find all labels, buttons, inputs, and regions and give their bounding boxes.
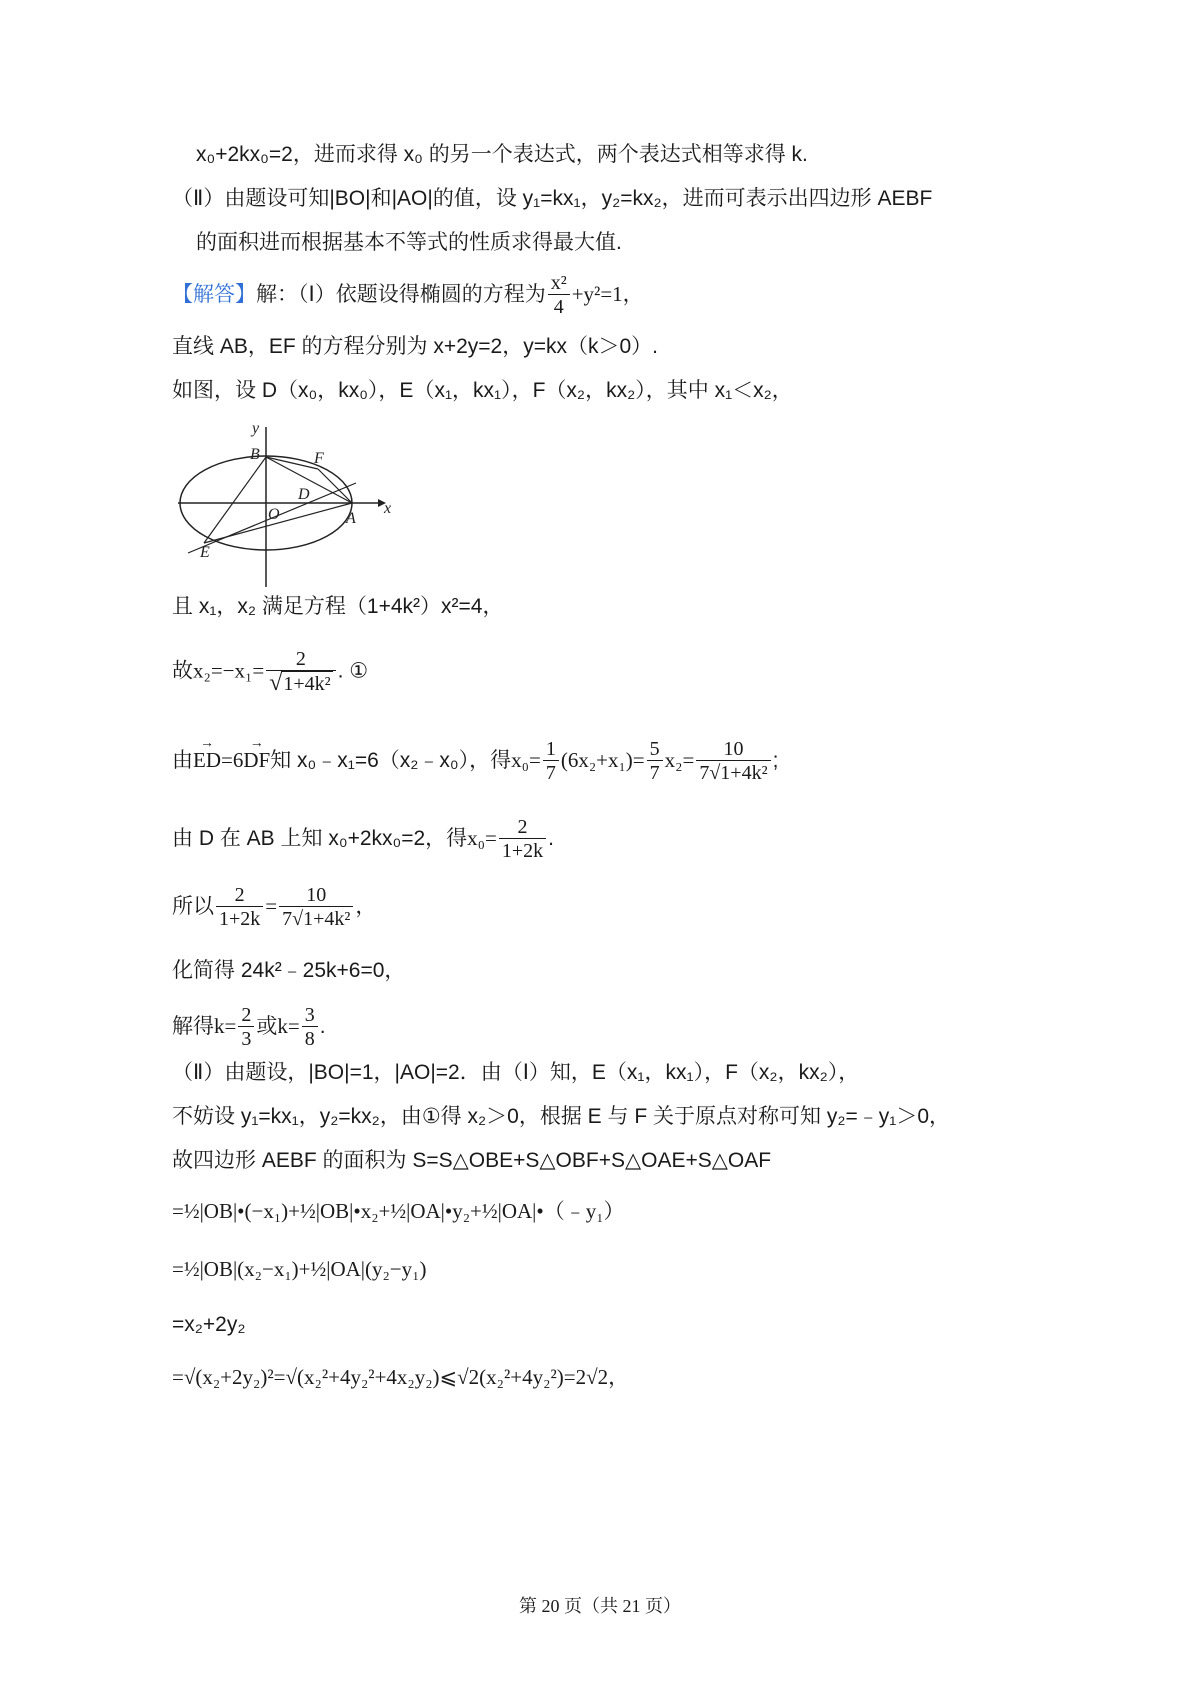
fraction: $\frac{10}{\text{7√1+4k²}}$ xyxy=(696,738,770,785)
answer-tag: 【解答】 xyxy=(172,283,256,307)
ellipse-figure xyxy=(178,420,398,595)
equation-line: =√(x₂+2y₂)²=√(x₂²+4y₂²+4x₂y₂)⩽√2(x₂²+4y₂²)=2√2， xyxy=(172,1365,630,1389)
equation-line: 由→ ED=6→ DF知 x₀﹣x₁=6（x₂﹣x₀），得x₀= $\frac{1}{7}$ (6x₂+x₁)= $\frac{5}{7}$ x₂= $\frac{10}{\text{7√1+4k²}}$ ; xyxy=(172,738,778,785)
fraction: $\frac{2}{3}$ xyxy=(238,1004,254,1051)
equation-line: 所以 $\frac{2}{1+2k}$ = $\frac{10}{\text{7√1+4k²}}$ ， xyxy=(172,884,377,930)
segment-EB xyxy=(204,457,266,543)
label-F: F xyxy=(314,450,324,467)
text-line: 不妨设 y₁=kx₁，y₂=kx₂，由①得 x₂＞0，根据 E 与 F 关于原点对称可知 y₂=﹣y₁＞0， xyxy=(172,1105,951,1128)
fraction: $\frac{\text{x²}}{4}$ xyxy=(548,272,570,319)
text-line: 化简得 24k²﹣25k+6=0， xyxy=(172,959,406,982)
label-x: x xyxy=(384,500,392,517)
label-D: D xyxy=(298,486,310,503)
vector-ED: → ED xyxy=(193,745,221,775)
vector-DF: → DF xyxy=(243,745,270,775)
page-footer: 第 20 页（共 21 页） xyxy=(519,1596,681,1616)
text-line: 如图，设 D（x₀，kx₀），E（x₁，kx₁），F（x₂，kx₂），其中 x₁＜x₂， xyxy=(172,379,793,402)
equation-line: 故x₂=−x₁= $\frac{2}{\text{√1+4k²}}$ . ① xyxy=(172,648,369,696)
fraction: $\frac{10}{\text{7√1+4k²}}$ xyxy=(279,884,353,931)
text-line: 且 x₁，x₂ 满足方程（1+4k²）x²=4， xyxy=(172,595,504,618)
equation-line: 解得k= $\frac{2}{3}$ 或k= $\frac{3}{8}$ . xyxy=(172,1004,326,1050)
fraction: $\frac{1}{7}$ xyxy=(543,738,559,785)
solution-line: 【解答】解：（Ⅰ）依题设得椭圆的方程为 $\frac{\text{x²}}{4}$ +y²=1， xyxy=(172,272,644,318)
equation-line: =½|OB|•(−x₁)+½|OB|•x₂+½|OA|•y₂+½|OA|•（﹣y₁） xyxy=(172,1199,625,1223)
equation-line: =x₂+2y₂ xyxy=(172,1313,246,1336)
equation-line: 由 D 在 AB 上知 x₀+2kx₀=2，得x₀= $\frac{2}{1+2k}$ . xyxy=(172,816,554,862)
fraction: $\frac{2}{1+2k}$ xyxy=(216,884,263,931)
text-line: 直线 AB，EF 的方程分别为 x+2y=2，y=kx（k＞0）. xyxy=(172,335,659,358)
fraction: $\frac{5}{7}$ xyxy=(647,738,663,785)
label-B: B xyxy=(250,446,260,463)
text-line: x₀+2kx₀=2，进而求得 x₀ 的另一个表达式，两个表达式相等求得 k. xyxy=(196,143,808,166)
label-E: E xyxy=(200,544,210,561)
label-y: y xyxy=(252,420,260,437)
equation-line: =½|OB|(x₂−x₁)+½|OA|(y₂−y₁) xyxy=(172,1257,427,1281)
label-A: A xyxy=(346,510,356,527)
text-line: 的面积进而根据基本不等式的性质求得最大值. xyxy=(196,231,622,254)
fraction: $\frac{3}{8}$ xyxy=(302,1004,318,1051)
fraction: $\frac{2}{\text{√1+4k²}}$ xyxy=(266,648,335,696)
label-O: O xyxy=(268,506,280,523)
text-line: 故四边形 AEBF 的面积为 S=S△OBE+S△OBF+S△OAE+S△OAF xyxy=(172,1149,772,1172)
text-line: （Ⅱ）由题设，|BO|=1，|AO|=2．由（Ⅰ）知，E（x₁，kx₁），F（x₂，kx₂）， xyxy=(172,1061,860,1084)
fraction: $\frac{2}{1+2k}$ xyxy=(499,816,546,863)
text-line: （Ⅱ）由题设可知|BO|和|AO|的值，设 y₁=kx₁，y₂=kx₂，进而可表示出四边形 AEBF xyxy=(172,187,933,210)
